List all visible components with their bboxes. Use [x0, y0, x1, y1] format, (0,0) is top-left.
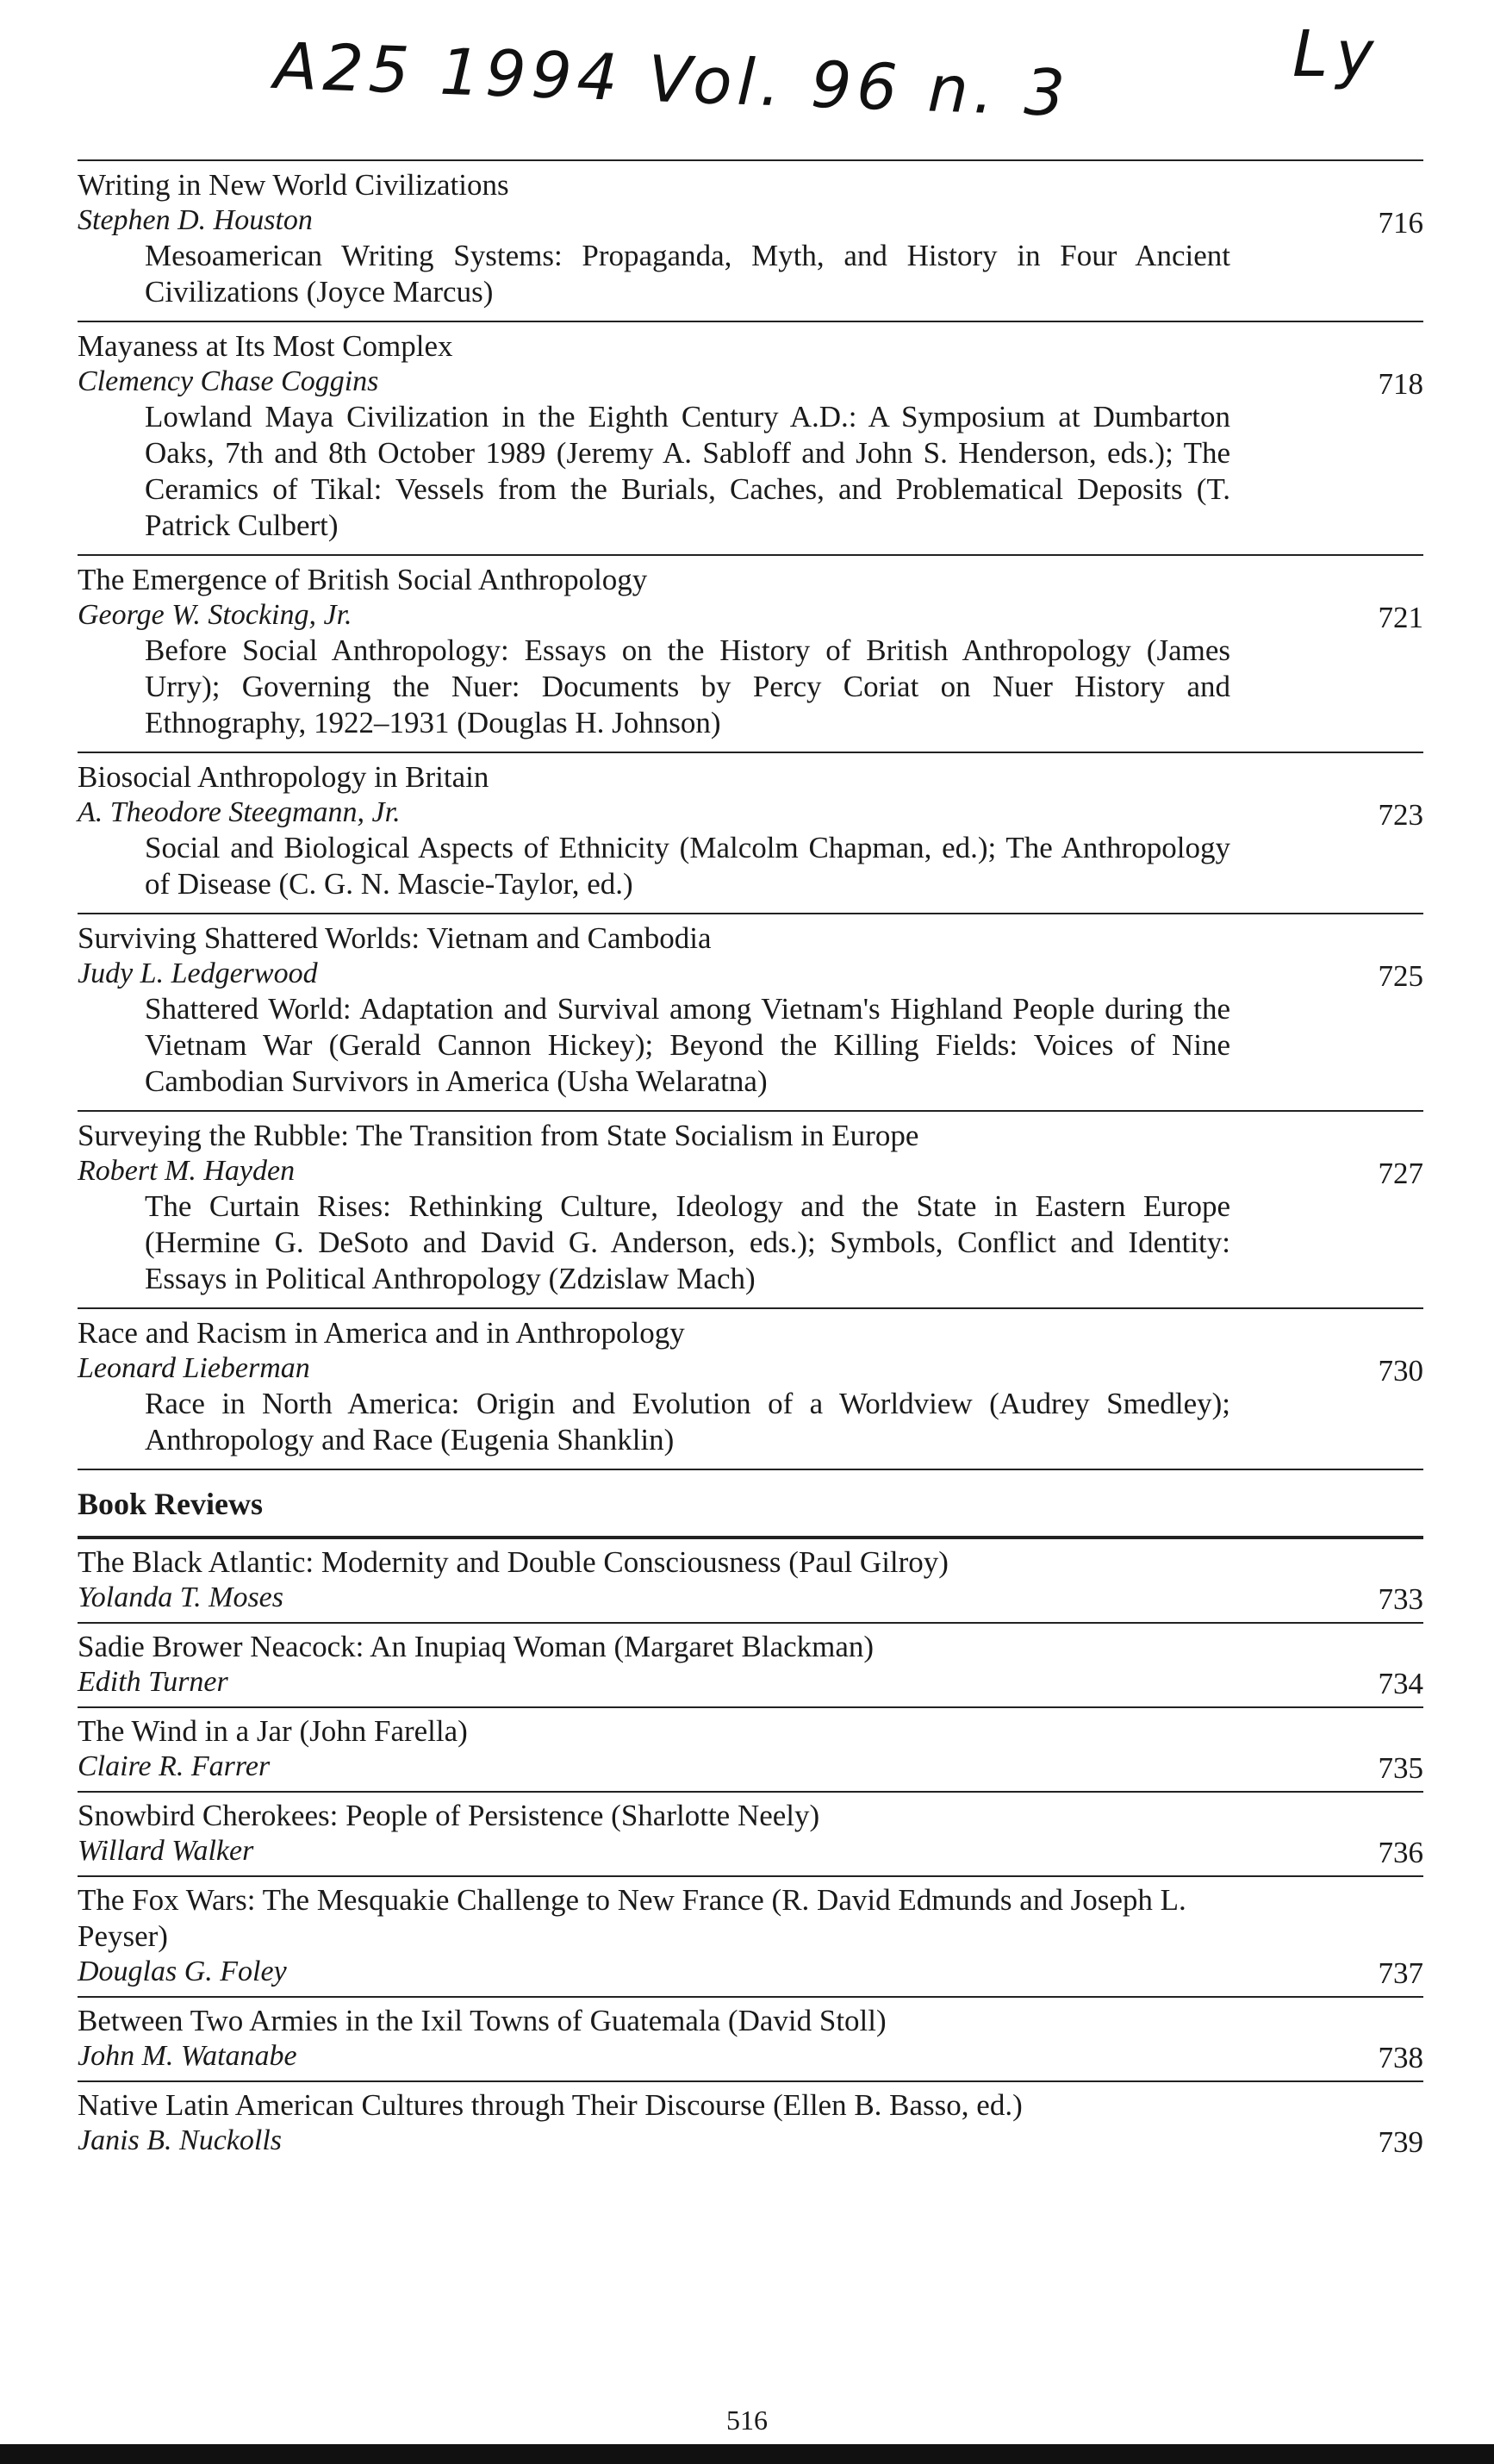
essay-title: Mayaness at Its Most Complex — [78, 329, 453, 363]
essay-author: A. Theodore Steegmann, Jr. — [78, 796, 401, 828]
review-entry — [78, 1706, 1423, 1791]
review-author: Edith Turner — [78, 1666, 228, 1698]
essay-page-number: 723 — [1378, 798, 1423, 832]
review-title: Sadie Brower Neacock: An Inupiaq Woman (Margaret Blackman) — [78, 1630, 875, 1663]
essay-entry — [78, 752, 1423, 913]
handwritten-code: Ly — [1292, 17, 1385, 91]
reviewed-books: The Curtain Rises: Rethinking Culture, Ideology and the State in Eastern Europe (Hermine G. DeSoto and David G. Anderson, eds.); Symbols, Conflict and Identity: Essays in Political Anthropology (Zdzislaw Mach) — [145, 1189, 1230, 1295]
review-page-number: 737 — [1378, 1956, 1423, 1990]
essay-author: Robert M. Hayden — [78, 1155, 296, 1187]
essay-entry — [78, 1110, 1423, 1307]
review-title: The Fox Wars: The Mesquakie Challenge to New France (R. David Edmunds and Joseph L. Peyser) — [78, 1883, 1186, 1953]
review-title: The Black Atlantic: Modernity and Double Consciousness (Paul Gilroy) — [78, 1545, 949, 1579]
essay-title: Writing in New World Civilizations — [78, 168, 509, 202]
review-entry — [78, 1622, 1423, 1706]
review-page-number: 735 — [1378, 1751, 1423, 1785]
review-author: Yolanda T. Moses — [78, 1581, 283, 1613]
essay-page-number: 725 — [1378, 959, 1423, 993]
review-entry — [78, 2080, 1423, 2165]
review-author: John M. Watanabe — [78, 2040, 297, 2072]
review-essays-list — [78, 159, 1423, 1469]
review-entry — [78, 1996, 1423, 2080]
review-entry — [78, 1791, 1423, 1875]
review-page-number: 733 — [1378, 1582, 1423, 1616]
essay-page-number: 721 — [1378, 601, 1423, 634]
essay-author: Leonard Lieberman — [78, 1352, 310, 1384]
essay-page-number: 716 — [1378, 206, 1423, 240]
review-title: Native Latin American Cultures through Their Discourse (Ellen B. Basso, ed.) — [78, 2088, 1023, 2122]
book-reviews-list — [78, 1536, 1423, 2165]
reviewed-books: Mesoamerican Writing Systems: Propaganda, Myth, and History in Four Ancient Civilizations (Joyce Marcus) — [145, 239, 1230, 309]
book-reviews-heading — [78, 1469, 1423, 1536]
essay-page-number: 727 — [1378, 1157, 1423, 1190]
essay-title: Biosocial Anthropology in Britain — [78, 760, 489, 794]
review-page-number: 734 — [1378, 1667, 1423, 1700]
essay-author: Clemency Chase Coggins — [78, 365, 379, 397]
handwritten-volume-note: A25 1994 Vol. 96 n. 3 — [272, 28, 1072, 132]
reviewed-books: Race in North America: Origin and Evolution of a Worldview (Audrey Smedley); Anthropology and Race (Eugenia Shanklin) — [145, 1387, 1230, 1457]
section-title: Book Reviews — [78, 1487, 263, 1521]
essay-title: Surveying the Rubble: The Transition from State Socialism in Europe — [78, 1119, 919, 1152]
essay-author: Judy L. Ledgerwood — [78, 958, 318, 989]
essay-entry — [78, 321, 1423, 554]
review-title: Snowbird Cherokees: People of Persistence (Sharlotte Neely) — [78, 1799, 820, 1832]
essay-author: Stephen D. Houston — [78, 204, 313, 236]
review-author: Douglas G. Foley — [78, 1956, 287, 1987]
review-entry — [78, 1536, 1423, 1622]
essay-title: The Emergence of British Social Anthropology — [78, 563, 648, 596]
scan-edge — [0, 2444, 1494, 2464]
essay-author: George W. Stocking, Jr. — [78, 599, 352, 631]
reviewed-books: Before Social Anthropology: Essays on the History of British Anthropology (James Urry); Governing the Nuer: Documents by Percy Coriat on Nuer History and Ethnography, 1922–1931 (Douglas H. Johnson) — [145, 633, 1230, 739]
review-entry — [78, 1875, 1423, 1996]
essay-entry — [78, 1307, 1423, 1469]
table-of-contents — [78, 159, 1423, 2165]
review-author: Claire R. Farrer — [78, 1750, 271, 1782]
essay-entry — [78, 554, 1423, 752]
review-title: Between Two Armies in the Ixil Towns of Guatemala (David Stoll) — [78, 2004, 887, 2037]
review-title: The Wind in a Jar (John Farella) — [78, 1714, 468, 1748]
reviewed-books: Lowland Maya Civilization in the Eighth Century A.D.: A Symposium at Dumbarton Oaks, 7th and 8th October 1989 (Jeremy A. Sabloff and John S. Henderson, eds.); The Ceramics of Tikal: Vessels from the Burials, Caches, and Problematical Deposits (T. Patrick Culbert) — [145, 400, 1230, 542]
review-page-number: 736 — [1378, 1836, 1423, 1869]
essay-title: Race and Racism in America and in Anthropology — [78, 1316, 685, 1350]
review-page-number: 738 — [1378, 2041, 1423, 2074]
review-author: Willard Walker — [78, 1835, 254, 1867]
reviewed-books: Social and Biological Aspects of Ethnicity (Malcolm Chapman, ed.); The Anthropology of Disease (C. G. N. Mascie-Taylor, ed.) — [145, 831, 1230, 901]
handwritten-annotation — [0, 0, 1494, 147]
review-page-number: 739 — [1378, 2125, 1423, 2159]
page-number: 516 — [726, 2405, 768, 2436]
essay-page-number: 718 — [1378, 367, 1423, 401]
essay-title: Surviving Shattered Worlds: Vietnam and Cambodia — [78, 921, 712, 955]
review-author: Janis B. Nuckolls — [78, 2124, 283, 2156]
essay-entry — [78, 159, 1423, 321]
reviewed-books: Shattered World: Adaptation and Survival among Vietnam's Highland People during the Vietnam War (Gerald Cannon Hickey); Beyond the Killing Fields: Voices of Nine Cambodian Survivors in America (Usha Welaratna) — [145, 992, 1230, 1098]
essay-page-number: 730 — [1378, 1354, 1423, 1388]
essay-entry — [78, 913, 1423, 1110]
